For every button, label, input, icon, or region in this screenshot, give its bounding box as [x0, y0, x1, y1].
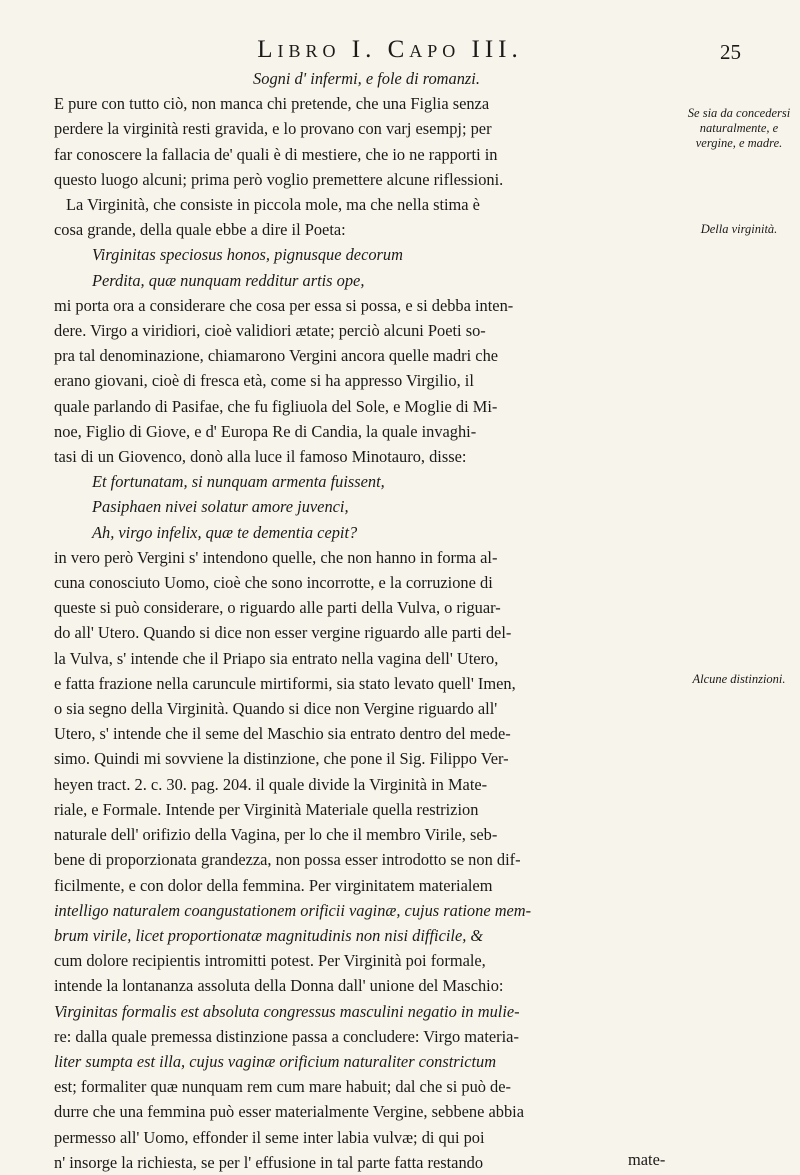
verse-line: Pasiphaen nivei solatur amore juvenci,	[92, 497, 349, 517]
text-line: far conoscere la fallacia de' quali è di mestiere, che io ne rapporti in	[54, 144, 498, 164]
text-line: dere. Virgo a viridiori, cioè validiori ætate; perciò alcuni Poeti so-	[54, 321, 486, 341]
text-line: mi porta ora a considerare che cosa per essa si possa, e si debba inten-	[54, 295, 514, 315]
text-line: bene di proporzionata grandezza, non possa esser introdotto se non dif-	[54, 850, 521, 870]
latin-line: liter sumpta est illa, cujus vaginæ orificium naturaliter constrictum	[54, 1051, 497, 1071]
text-line: re: dalla quale premessa distinzione passa a concludere: Virgo materia-	[54, 1026, 519, 1046]
text-line: permesso all' Uomo, effonder il seme inter labia vulvæ; di qui poi	[54, 1127, 485, 1147]
text-line: o sia segno della Virginità. Quando si dice non Vergine riguardo all'	[54, 699, 498, 719]
text-line: e fatta frazione nella caruncule mirtiformi, sia stato levato quell' Imen,	[54, 673, 516, 693]
text-line: cosa grande, della quale ebbe a dire il Poeta:	[54, 220, 346, 240]
latin-line: intelligo naturalem coangustationem orificii vaginæ, cujus ratione mem-	[54, 900, 532, 920]
text-line: cum dolore recipientis intromitti potest. Per Virginità poi formale,	[54, 951, 486, 971]
text-line: Utero, s' intende che il seme del Maschio sia entrato dentro del mede-	[54, 724, 511, 744]
catchword: mate-	[628, 1150, 666, 1169]
text-line: riale, e Formale. Intende per Virginità Materiale quella restrizion	[54, 799, 479, 819]
section-title: Sogni d' infermi, e fole di romanzi.	[253, 69, 480, 88]
text-line: perdere la virginità resti gravida, e lo provano con varj esempj; per	[54, 119, 492, 139]
text-line: durre che una femmina può esser materialmente Vergine, sebbene abbia	[54, 1102, 524, 1122]
text-line: naturale dell' orifizio della Vagina, per lo che il membro Virile, seb-	[54, 825, 498, 845]
text-line: simo. Quindi mi sovviene la distinzione, che pone il Sig. Filippo Ver-	[54, 749, 509, 769]
text-line: n' insorge la richiesta, se per l' effusione in tal parte fatta restando	[54, 1152, 484, 1172]
text-line: noe, Figlio di Giove, e d' Europa Re di Candia, la quale invaghi-	[54, 421, 477, 441]
text-line: quale parlando di Pasifae, che fu figliuola del Sole, e Moglie di Mi-	[54, 396, 498, 416]
text-line: in vero però Vergini s' intendono quelle, che non hanno in forma al-	[54, 547, 498, 567]
text-line: intende la lontananza assoluta della Donna dall' unione del Maschio:	[54, 976, 504, 996]
text-line: tasi di un Giovenco, donò alla luce il famoso Minotauro, disse:	[54, 447, 467, 467]
margin-note: Se sia da concedersi naturalmente, e vergine, e madre.	[687, 106, 791, 150]
text-line: La Virginità, che consiste in piccola mole, ma che nella stima è	[66, 195, 480, 215]
text-line: heyen tract. 2. c. 30. pag. 204. il quale divide la Virginità in Mate-	[54, 774, 488, 794]
verse-line: Et fortunatam, si nunquam armenta fuissent,	[92, 472, 385, 492]
text-line: E pure con tutto ciò, non manca chi pretende, che una Figlia senza	[54, 94, 490, 114]
text-line: erano giovani, cioè di fresca età, come si ha appresso Virgilio, il	[54, 371, 474, 391]
latin-line: Virginitas formalis est absoluta congressus masculini negatio in mulie-	[54, 1001, 520, 1021]
running-head: Libro I. Capo III.	[257, 36, 523, 63]
text-line: la Vulva, s' intende che il Priapo sia entrato nella vagina dell' Utero,	[54, 648, 499, 668]
margin-note: Della virginità.	[700, 222, 778, 236]
text-line: pra tal denominazione, chiamarono Vergini ancora quelle madri che	[54, 346, 499, 366]
page-number: 25	[720, 40, 741, 64]
text-line: queste si può considerare, o riguardo alle parti della Vulva, o riguar-	[54, 598, 501, 618]
text-line: ficilmente, e con dolor della femmina. Per virginitatem materialem	[54, 875, 493, 895]
latin-line: brum virile, licet proportionatæ magnitudinis non nisi difficile, &	[54, 925, 484, 945]
page-header	[0, 36, 800, 66]
text-line: est; formaliter quæ nunquam rem cum mare habuit; dal che si può de-	[54, 1077, 511, 1097]
body-text	[54, 66, 679, 1175]
text-line: questo luogo alcuni; prima però voglio premettere alcune riflessioni.	[54, 169, 504, 189]
verse-line: Ah, virgo infelix, quæ te dementia cepit?	[92, 522, 358, 542]
verse-line: Perdita, quæ nunquam redditur artis ope,	[92, 270, 365, 290]
verse-line: Virginitas speciosus honos, pignusque decorum	[92, 245, 403, 265]
margin-note: Alcune distinzioni.	[692, 672, 786, 686]
text-line: do all' Utero. Quando si dice non esser vergine riguardo alle parti del-	[54, 623, 512, 643]
text-line: cuna conosciuto Uomo, cioè che sono incorrotte, e la corruzione di	[54, 573, 493, 593]
